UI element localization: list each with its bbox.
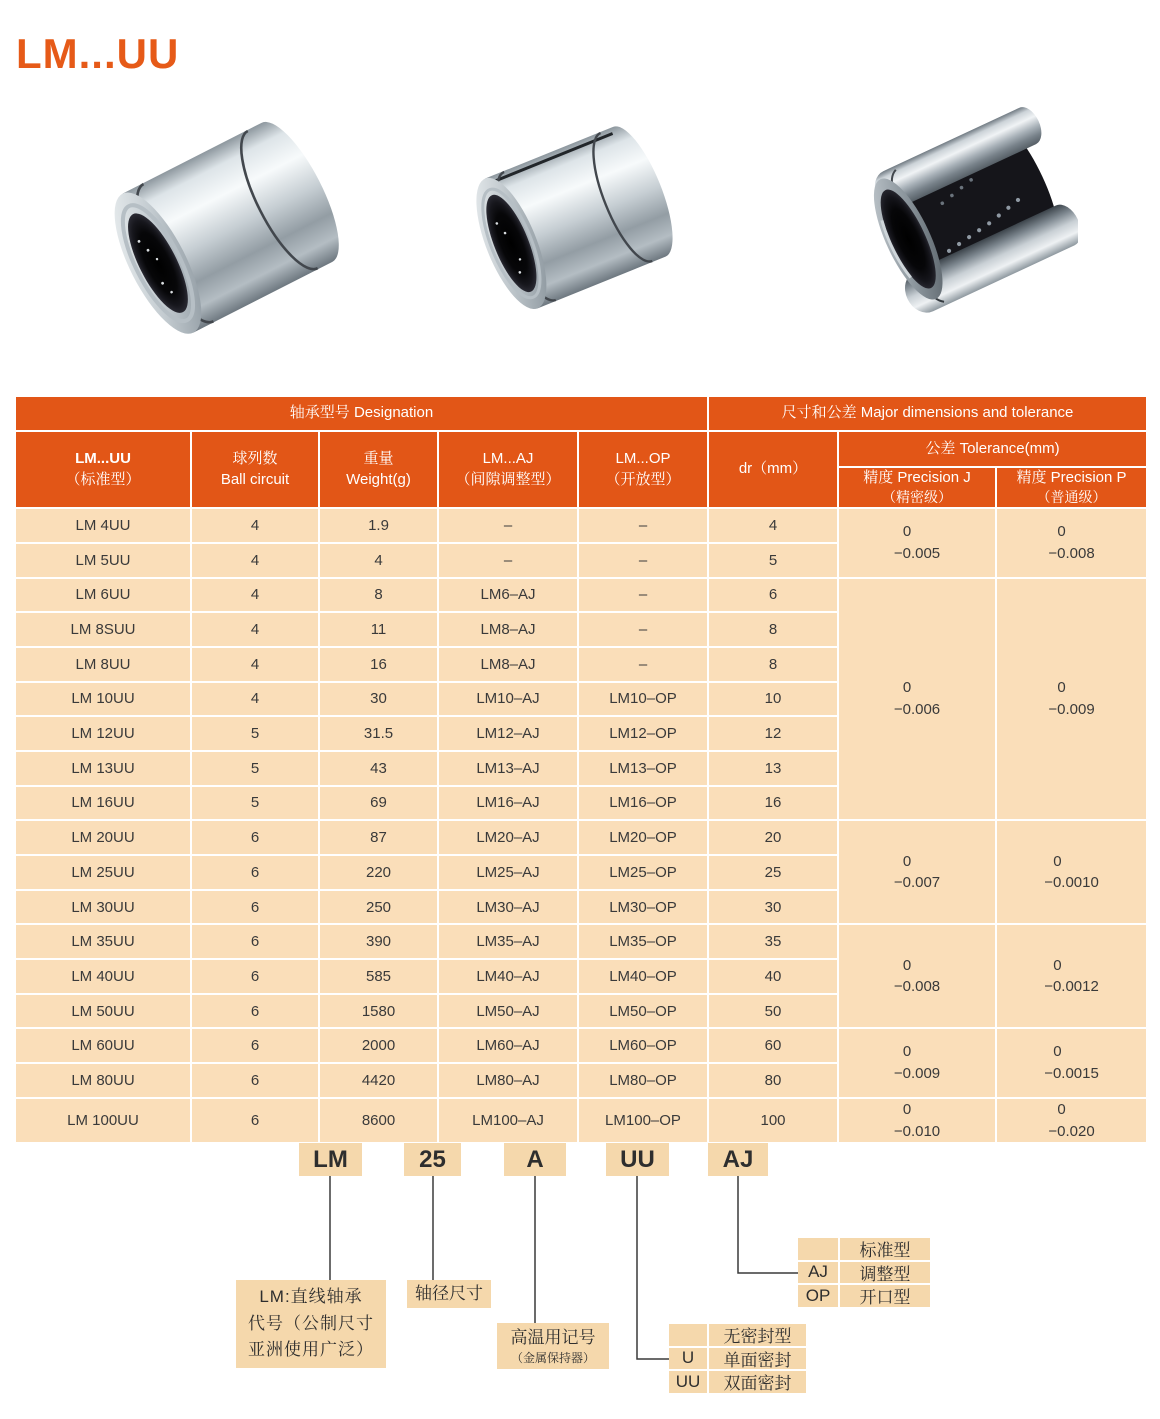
cell-model: LM 5UU xyxy=(15,543,191,578)
high-temp-note: 高温用记号 （金属保持器） xyxy=(497,1323,609,1369)
cell-aj: LM16–AJ xyxy=(438,786,578,821)
cell-op: LM12–OP xyxy=(578,716,708,751)
type-label-aj: 调整型 xyxy=(840,1262,930,1284)
cell-dr: 12 xyxy=(708,716,838,751)
open-type-table xyxy=(798,1238,930,1307)
cell-weight: 390 xyxy=(319,924,438,959)
cell-dr: 16 xyxy=(708,786,838,821)
cell-model: LM 80UU xyxy=(15,1063,191,1098)
cell-aj: LM6–AJ xyxy=(438,578,578,613)
cell-aj: LM35–AJ xyxy=(438,924,578,959)
cell-ball-circuit: 6 xyxy=(191,1098,319,1144)
cell-tolerance-p: 0 −0.0010 xyxy=(996,820,1147,924)
cell-model: LM 50UU xyxy=(15,994,191,1029)
bearing-image-open xyxy=(838,92,1078,344)
cell-op: LM50–OP xyxy=(578,994,708,1029)
cell-dr: 5 xyxy=(708,543,838,578)
cell-aj: LM100–AJ xyxy=(438,1098,578,1144)
cell-ball-circuit: 6 xyxy=(191,1063,319,1098)
cell-weight: 31.5 xyxy=(319,716,438,751)
cell-op: LM80–OP xyxy=(578,1063,708,1098)
spec-row xyxy=(15,508,1147,543)
cell-weight: 2000 xyxy=(319,1028,438,1063)
col-header-precision-j: 精度 Precision J （精密级） xyxy=(838,467,996,508)
cell-tolerance-j: 0 −0.007 xyxy=(838,820,996,924)
cell-dr: 8 xyxy=(708,647,838,682)
cell-dr: 50 xyxy=(708,994,838,1029)
part-segment-size: 25 xyxy=(404,1143,461,1176)
type-label-standard: 标准型 xyxy=(840,1238,930,1260)
cell-tolerance-p: 0 −0.008 xyxy=(996,508,1147,577)
cell-op: LM13–OP xyxy=(578,751,708,786)
spec-table xyxy=(14,395,1146,1144)
seal-label-uu: 双面密封 xyxy=(709,1371,806,1393)
cell-ball-circuit: 5 xyxy=(191,786,319,821)
type-code-standard xyxy=(798,1238,838,1260)
cell-model: LM 4UU xyxy=(15,508,191,543)
type-code-op: OP xyxy=(798,1285,838,1307)
cell-op: – xyxy=(578,543,708,578)
lm-code-note: LM:直线轴承 代号（公制尺寸 亚洲使用广泛） xyxy=(236,1280,386,1368)
col-header-ball-circuit: 球列数 Ball circuit xyxy=(191,431,319,508)
cell-weight: 220 xyxy=(319,855,438,890)
part-segment-uu: UU xyxy=(606,1143,669,1176)
seal-code-uu: UU xyxy=(669,1371,707,1393)
cell-ball-circuit: 6 xyxy=(191,959,319,994)
cell-ball-circuit: 4 xyxy=(191,578,319,613)
cell-model: LM 12UU xyxy=(15,716,191,751)
cell-model: LM 60UU xyxy=(15,1028,191,1063)
cell-aj: LM40–AJ xyxy=(438,959,578,994)
cell-ball-circuit: 6 xyxy=(191,994,319,1029)
type-label-op: 开口型 xyxy=(840,1285,930,1307)
cell-dr: 13 xyxy=(708,751,838,786)
cell-tolerance-p: 0 −0.0015 xyxy=(996,1028,1147,1097)
spec-row xyxy=(15,1098,1147,1144)
cell-weight: 11 xyxy=(319,612,438,647)
cell-weight: 16 xyxy=(319,647,438,682)
spec-row xyxy=(15,924,1147,959)
cell-op: LM40–OP xyxy=(578,959,708,994)
cell-weight: 8 xyxy=(319,578,438,613)
cell-weight: 30 xyxy=(319,682,438,717)
cell-aj: LM13–AJ xyxy=(438,751,578,786)
cell-weight: 69 xyxy=(319,786,438,821)
cell-weight: 1580 xyxy=(319,994,438,1029)
cell-dr: 4 xyxy=(708,508,838,543)
cell-weight: 4420 xyxy=(319,1063,438,1098)
cell-dr: 30 xyxy=(708,890,838,925)
type-code-aj: AJ xyxy=(798,1262,838,1284)
cell-op: – xyxy=(578,578,708,613)
cell-weight: 250 xyxy=(319,890,438,925)
cell-dr: 6 xyxy=(708,578,838,613)
group-header-designation: 轴承型号 Designation xyxy=(15,396,708,431)
cell-aj: LM30–AJ xyxy=(438,890,578,925)
cell-ball-circuit: 6 xyxy=(191,890,319,925)
cell-tolerance-p: 0 −0.009 xyxy=(996,578,1147,821)
seal-label-none: 无密封型 xyxy=(709,1324,806,1346)
cell-op: LM30–OP xyxy=(578,890,708,925)
spec-row xyxy=(15,1028,1147,1063)
bearing-adjustable-illustration xyxy=(428,98,713,348)
cell-tolerance-j: 0 −0.005 xyxy=(838,508,996,577)
cell-dr: 35 xyxy=(708,924,838,959)
cell-weight: 43 xyxy=(319,751,438,786)
cell-weight: 585 xyxy=(319,959,438,994)
cell-op: LM20–OP xyxy=(578,820,708,855)
cell-op: LM25–OP xyxy=(578,855,708,890)
cell-op: – xyxy=(578,647,708,682)
col-header-precision-p: 精度 Precision P （普通级） xyxy=(996,467,1147,508)
cell-aj: LM50–AJ xyxy=(438,994,578,1029)
cell-aj: LM25–AJ xyxy=(438,855,578,890)
cell-op: – xyxy=(578,612,708,647)
cell-aj: LM60–AJ xyxy=(438,1028,578,1063)
cell-ball-circuit: 6 xyxy=(191,1028,319,1063)
part-segment-a: A xyxy=(504,1143,566,1176)
col-header-tolerance: 公差 Tolerance(mm) xyxy=(838,431,1147,467)
cell-model: LM 30UU xyxy=(15,890,191,925)
cell-tolerance-p: 0 −0.020 xyxy=(996,1098,1147,1144)
cell-model: LM 8SUU xyxy=(15,612,191,647)
spec-row xyxy=(15,820,1147,855)
cell-op: LM100–OP xyxy=(578,1098,708,1144)
cell-weight: 87 xyxy=(319,820,438,855)
cell-ball-circuit: 6 xyxy=(191,820,319,855)
cell-dr: 60 xyxy=(708,1028,838,1063)
part-number-connectors xyxy=(0,1125,1160,1419)
col-header-aj: LM...AJ （间隙调整型） xyxy=(438,431,578,508)
cell-aj: LM8–AJ xyxy=(438,612,578,647)
page-title: LM...UU xyxy=(16,30,180,77)
cell-aj: LM12–AJ xyxy=(438,716,578,751)
cell-weight: 8600 xyxy=(319,1098,438,1144)
cell-weight: 1.9 xyxy=(319,508,438,543)
cell-tolerance-p: 0 −0.0012 xyxy=(996,924,1147,1028)
cell-model: LM 8UU xyxy=(15,647,191,682)
cell-op: LM35–OP xyxy=(578,924,708,959)
cell-ball-circuit: 4 xyxy=(191,543,319,578)
cell-ball-circuit: 4 xyxy=(191,612,319,647)
cell-model: LM 20UU xyxy=(15,820,191,855)
cell-aj: – xyxy=(438,508,578,543)
cell-tolerance-j: 0 −0.010 xyxy=(838,1098,996,1144)
bearing-image-standard xyxy=(58,92,388,367)
cell-model: LM 13UU xyxy=(15,751,191,786)
cell-dr: 10 xyxy=(708,682,838,717)
part-segment-aj: AJ xyxy=(708,1143,768,1176)
cell-aj: LM20–AJ xyxy=(438,820,578,855)
cell-aj: LM80–AJ xyxy=(438,1063,578,1098)
col-header-op: LM...OP （开放型） xyxy=(578,431,708,508)
cell-ball-circuit: 4 xyxy=(191,682,319,717)
part-segment-lm: LM xyxy=(299,1143,362,1176)
cell-model: LM 16UU xyxy=(15,786,191,821)
cell-aj: LM10–AJ xyxy=(438,682,578,717)
cell-op: LM16–OP xyxy=(578,786,708,821)
seal-label-u: 单面密封 xyxy=(709,1348,806,1370)
cell-model: LM 10UU xyxy=(15,682,191,717)
cell-op: LM60–OP xyxy=(578,1028,708,1063)
cell-tolerance-j: 0 −0.009 xyxy=(838,1028,996,1097)
cell-dr: 80 xyxy=(708,1063,838,1098)
cell-model: LM 6UU xyxy=(15,578,191,613)
cell-tolerance-j: 0 −0.006 xyxy=(838,578,996,821)
cell-ball-circuit: 4 xyxy=(191,647,319,682)
col-header-weight: 重量 Weight(g) xyxy=(319,431,438,508)
cell-aj: – xyxy=(438,543,578,578)
cell-ball-circuit: 6 xyxy=(191,855,319,890)
cell-dr: 20 xyxy=(708,820,838,855)
seal-type-table xyxy=(669,1324,806,1393)
cell-op: LM10–OP xyxy=(578,682,708,717)
cell-ball-circuit: 6 xyxy=(191,924,319,959)
cell-model: LM 100UU xyxy=(15,1098,191,1144)
cell-ball-circuit: 5 xyxy=(191,751,319,786)
cell-model: LM 40UU xyxy=(15,959,191,994)
cell-tolerance-j: 0 −0.008 xyxy=(838,924,996,1028)
seal-code-u: U xyxy=(669,1348,707,1370)
bearing-standard-illustration xyxy=(58,92,388,367)
col-header-dr: dr（mm） xyxy=(708,431,838,508)
cell-dr: 100 xyxy=(708,1098,838,1144)
cell-aj: LM8–AJ xyxy=(438,647,578,682)
cell-dr: 40 xyxy=(708,959,838,994)
seal-code-none xyxy=(669,1324,707,1346)
col-header-model: LM...UU （标准型） xyxy=(15,431,191,508)
cell-weight: 4 xyxy=(319,543,438,578)
spec-row xyxy=(15,578,1147,613)
cell-ball-circuit: 4 xyxy=(191,508,319,543)
cell-model: LM 25UU xyxy=(15,855,191,890)
shaft-size-note: 轴径尺寸 xyxy=(407,1280,491,1308)
cell-dr: 25 xyxy=(708,855,838,890)
group-header-dimensions: 尺寸和公差 Major dimensions and tolerance xyxy=(708,396,1147,431)
cell-ball-circuit: 5 xyxy=(191,716,319,751)
spec-table-body xyxy=(15,508,1147,1143)
bearing-open-illustration xyxy=(838,92,1078,344)
cell-dr: 8 xyxy=(708,612,838,647)
cell-model: LM 35UU xyxy=(15,924,191,959)
bearing-image-adjustable xyxy=(428,98,713,348)
cell-op: – xyxy=(578,508,708,543)
